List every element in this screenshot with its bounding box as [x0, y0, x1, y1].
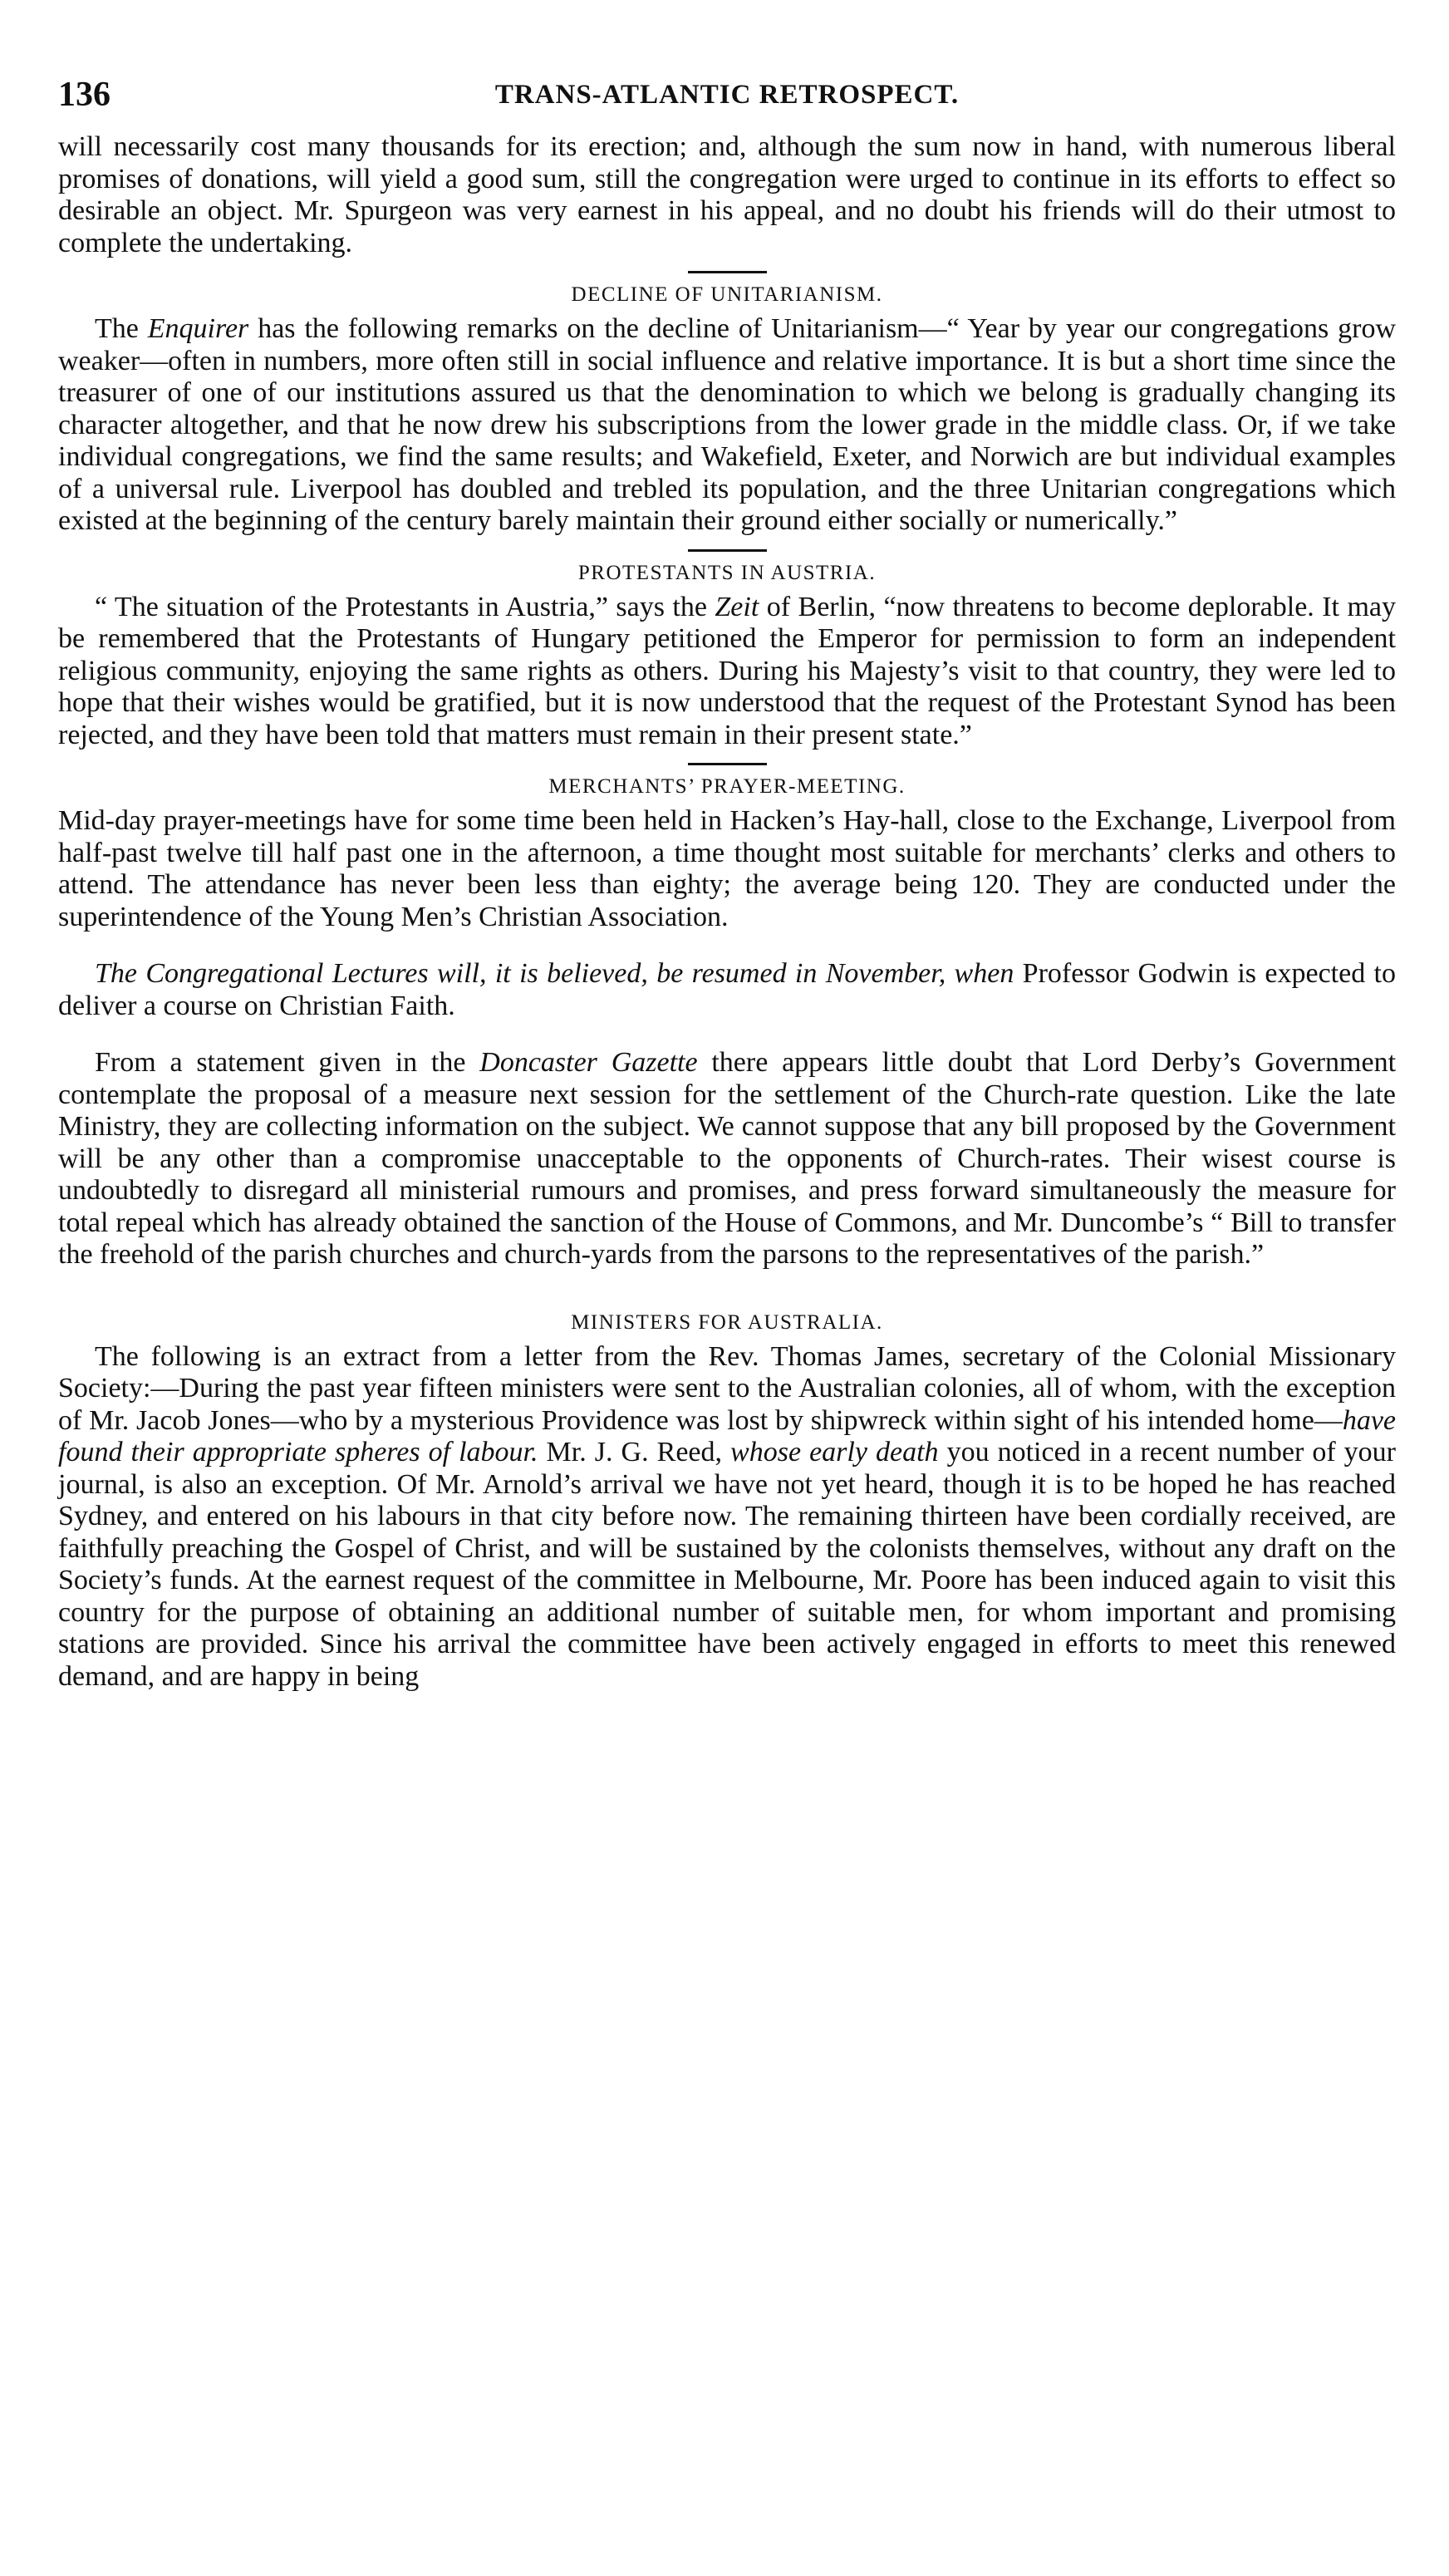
heading-australia: MINISTERS FOR AUSTRALIA.: [571, 1310, 883, 1334]
spacer: [58, 1271, 1396, 1310]
page-number: 136: [58, 76, 111, 114]
running-head: [58, 75, 1396, 125]
section-divider: [688, 549, 767, 552]
section-divider: [688, 763, 767, 765]
paragraph-austria: “ The situation of the Protestants in Austria,” says the Zeit of Berlin, “now threatens to become deplorable. It may be remembered that the Protestants of Hungary petitioned the Emperor for permission to form an independent religious community, enjoying the same rights as others. During his Majesty’s visit to that country, they were led to hope that their wishes would be gratified, but it is now understood that the request of the Protestant Synod has been rejected, and they have been told that matters must remain in their present state.”: [58, 591, 1396, 750]
paragraph-australia: The following is an extract from a letter from the Rev. Thomas James, secretary of the Colonial Missionary Society:—During the past year fifteen ministers were sent to the Australian colonies, all of whom, with the exception of Mr. Jacob Jones—who by a mysterious Providence was lost by shipwreck within sight of his intended home—have found their appropriate spheres of labour. Mr. J. G. Reed, whose early death you noticed in a recent number of your journal, is also an exception. Of Mr. Arnold’s arrival we have not yet heard, though it is to be hoped he has reached Sydney, and entered on his labours in that city before now. The remaining thirteen have been cordially received, are faithfully preaching the Gospel of Christ, and will be sustained by the colonists themselves, without any draft on the Society’s funds. At the earnest request of the committee in Melbourne, Mr. Poore has been induced again to visit this country for the purpose of obtaining an additional number of suitable men, for whom important and promising stations are provided. Since his arrival the committee have been actively engaged in efforts to meet this renewed demand, and are happy in being: [58, 1340, 1396, 1692]
publication-title: Doncaster Gazette: [479, 1047, 698, 1078]
continuation-paragraph: will necessarily cost many thousands for its erection; and, although the sum now in hand, with numerous liberal promises of donations, will yield a good sum, still the congregation were urged to continue in its efforts to effect so desirable an object. Mr. Spurgeon was very earnest in his appeal, and no doubt his friends will do their utmost to complete the undertaking.: [58, 131, 1396, 258]
paragraph-church-rate: From a statement given in the Doncaster Gazette there appears little doubt that Lord Derby’s Government contemplate the proposal of a measure next session for the settlement of the Church-rate question. Like the late Ministry, they are collecting information on the subject. We cannot suppose that any bill proposed by the Government will be any other than a compromise unacceptable to the opponents of Church-rates. Their wisest course is undoubtedly to disregard all ministerial rumours and promises, and press forward simultaneously the measure for total repeal which has already obtained the sanction of the House of Commons, and Mr. Duncombe’s “ Bill to transfer the freehold of the parish churches and church-yards from the parsons to the representatives of the parish.”: [58, 1047, 1397, 1270]
section-divider: [688, 271, 767, 273]
running-title: TRANS-ATLANTIC RETROSPECT.: [494, 80, 960, 110]
heading-austria: PROTESTANTS IN AUSTRIA.: [577, 561, 877, 584]
spacer: [58, 1022, 1396, 1047]
publication-title: Enquirer: [147, 313, 249, 344]
paragraph-unitarianism: The Enquirer has the following remarks on the decline of Unitarianism—“ Year by year our congregations grow weaker—often in numbers, more often still in social influence and relative importance. It is but a short time since the treasurer of one of our institutions assured us that the denomination to which we belong is gradually changing its character altogether, and that he now drew his subscriptions from the lower grade in the middle class. Or, if we take individual congregations, we find the same results; and Wakefield, Exeter, and Norwich are but individual examples of a universal rule. Liverpool has doubled and trebled its population, and the three Unitarian congregations which existed at the beginning of the century barely maintain their ground either socially or numerically.”: [58, 313, 1397, 536]
paragraph-merchants: Mid-day prayer-meetings have for some time been held in Hacken’s Hay-hall, close to the Exchange, Liverpool from half-past twelve till half past one in the afternoon, a time thought most suitable for merchants’ clerks and others to attend. The attendance has never been less than eighty; the average being 120. They are conducted under the superintendence of the Young Men’s Christian Association.: [58, 805, 1396, 932]
page: [58, 75, 1396, 1693]
spacer: [58, 933, 1396, 958]
heading-unitarianism: DECLINE OF UNITARIANISM.: [571, 283, 883, 306]
heading-merchants: MERCHANTS’ PRAYER-MEETING.: [548, 775, 906, 798]
paragraph-lectures: The Congregational Lectures will, it is believed, be resumed in November, when Professor Godwin is expected to deliver a course on Christian Faith.: [58, 958, 1396, 1021]
publication-title: Zeit: [715, 591, 759, 622]
